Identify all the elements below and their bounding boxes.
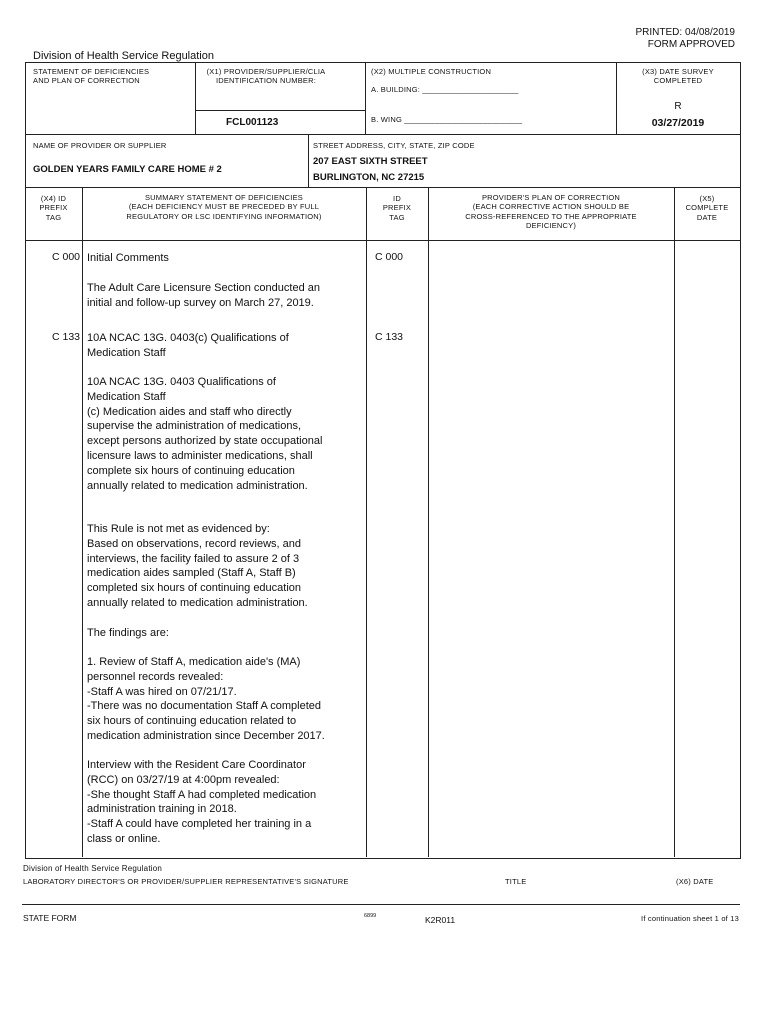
summary-column-header: SUMMARY STATEMENT OF DEFICIENCIES (EACH DEFICIENCY MUST BE PRECEDED BY FULL REGULATORY OR LSC IDENTIFYING INFORMATION) <box>126 193 322 221</box>
survey-code: R <box>674 101 682 112</box>
provider-id-value: FCL001123 <box>226 117 279 128</box>
tag-c000-left: C 000 <box>52 251 81 263</box>
plan-column-header: PROVIDER'S PLAN OF CORRECTION (EACH CORRECTIVE ACTION SHOULD BE CROSS-REFERENCED TO THE APPROPRIATE DEFICIENCY) <box>465 193 637 231</box>
division-header: Division of Health Service Regulation <box>33 50 214 62</box>
staff-a-review-paragraph: 1. Review of Staff A, medication aide's (MA) personnel records revealed: -Staff A was hired on 07/21/17. -There was no documentation Staff A completed six hours of continuing education related to medication administration since December 2017. <box>87 656 325 742</box>
wing-field: B. WING ___________________________ <box>371 115 523 124</box>
survey-intro-paragraph: The Adult Care Licensure Section conducted an initial and follow-up survey on March 27, 2019. <box>87 282 320 309</box>
event-id: K2R011 <box>425 915 456 925</box>
x4-column-header: (X4) ID PREFIX TAG <box>39 194 68 222</box>
state-form-label: STATE FORM <box>23 913 77 923</box>
findings-heading: The findings are: <box>87 627 169 639</box>
provider-name: GOLDEN YEARS FAMILY CARE HOME # 2 <box>33 164 222 175</box>
continuation-sheet: If continuation sheet 1 of 13 <box>641 914 739 923</box>
rule-text-paragraph: 10A NCAC 13G. 0403 Qualifications of Medication Staff (c) Medication aides and staff who directly supervise the administration of medications, except persons authorized by state occupational licensure laws to administer medications, shall complete six hours of continuing education annually related to medication administration. <box>87 376 323 492</box>
tag-c000-right: C 000 <box>375 251 404 263</box>
initial-comments-heading: Initial Comments <box>87 252 169 264</box>
survey-date: 03/27/2019 <box>651 117 705 129</box>
x2-label: (X2) MULTIPLE CONSTRUCTION <box>371 67 492 76</box>
tag-c133-left: C 133 <box>52 331 81 343</box>
printed-date: PRINTED: 04/08/2019 <box>635 27 735 38</box>
rule-not-met-paragraph: This Rule is not met as evidenced by: Based on observations, record reviews, and interviews, the facility failed to assure 2 of 3 medication aides sampled (Staff A, Staff B) completed six hours of continuing education annually related to medication administration. <box>87 523 308 609</box>
rcc-interview-paragraph: Interview with the Resident Care Coordinator (RCC) on 03/27/19 at 4:00pm revealed: -She thought Staff A had completed medication administration training in 2018. -Staff A could have completed her training in a class or online. <box>87 759 317 845</box>
date-label: (X6) DATE <box>676 877 714 886</box>
x3-label: (X3) DATE SURVEY COMPLETED <box>642 67 714 86</box>
x5-column-header: (X5) COMPLETE DATE <box>685 194 729 222</box>
building-field: A. BUILDING: ______________________ <box>371 85 519 94</box>
form-code: 6899 <box>364 913 377 919</box>
form-approved: FORM APPROVED <box>647 39 735 50</box>
street-address-label: STREET ADDRESS, CITY, STATE, ZIP CODE <box>313 141 475 150</box>
street-line-2: BURLINGTON, NC 27215 <box>313 172 425 183</box>
street-line-1: 207 EAST SIXTH STREET <box>313 156 428 167</box>
signature-label: LABORATORY DIRECTOR'S OR PROVIDER/SUPPLIER REPRESENTATIVE'S SIGNATURE <box>23 877 349 886</box>
footer-division: Division of Health Service Regulation <box>23 864 163 873</box>
x1-label: (X1) PROVIDER/SUPPLIER/CLIA IDENTIFICATION NUMBER: <box>206 67 326 86</box>
statement-label: STATEMENT OF DEFICIENCIES AND PLAN OF CORRECTION <box>33 67 150 86</box>
id-column-header: ID PREFIX TAG <box>382 194 412 222</box>
rule-title-paragraph: 10A NCAC 13G. 0403(c) Qualifications of Medication Staff <box>87 332 289 359</box>
provider-name-label: NAME OF PROVIDER OR SUPPLIER <box>33 141 167 150</box>
title-label: TITLE <box>505 877 527 886</box>
tag-c133-right: C 133 <box>375 331 404 343</box>
